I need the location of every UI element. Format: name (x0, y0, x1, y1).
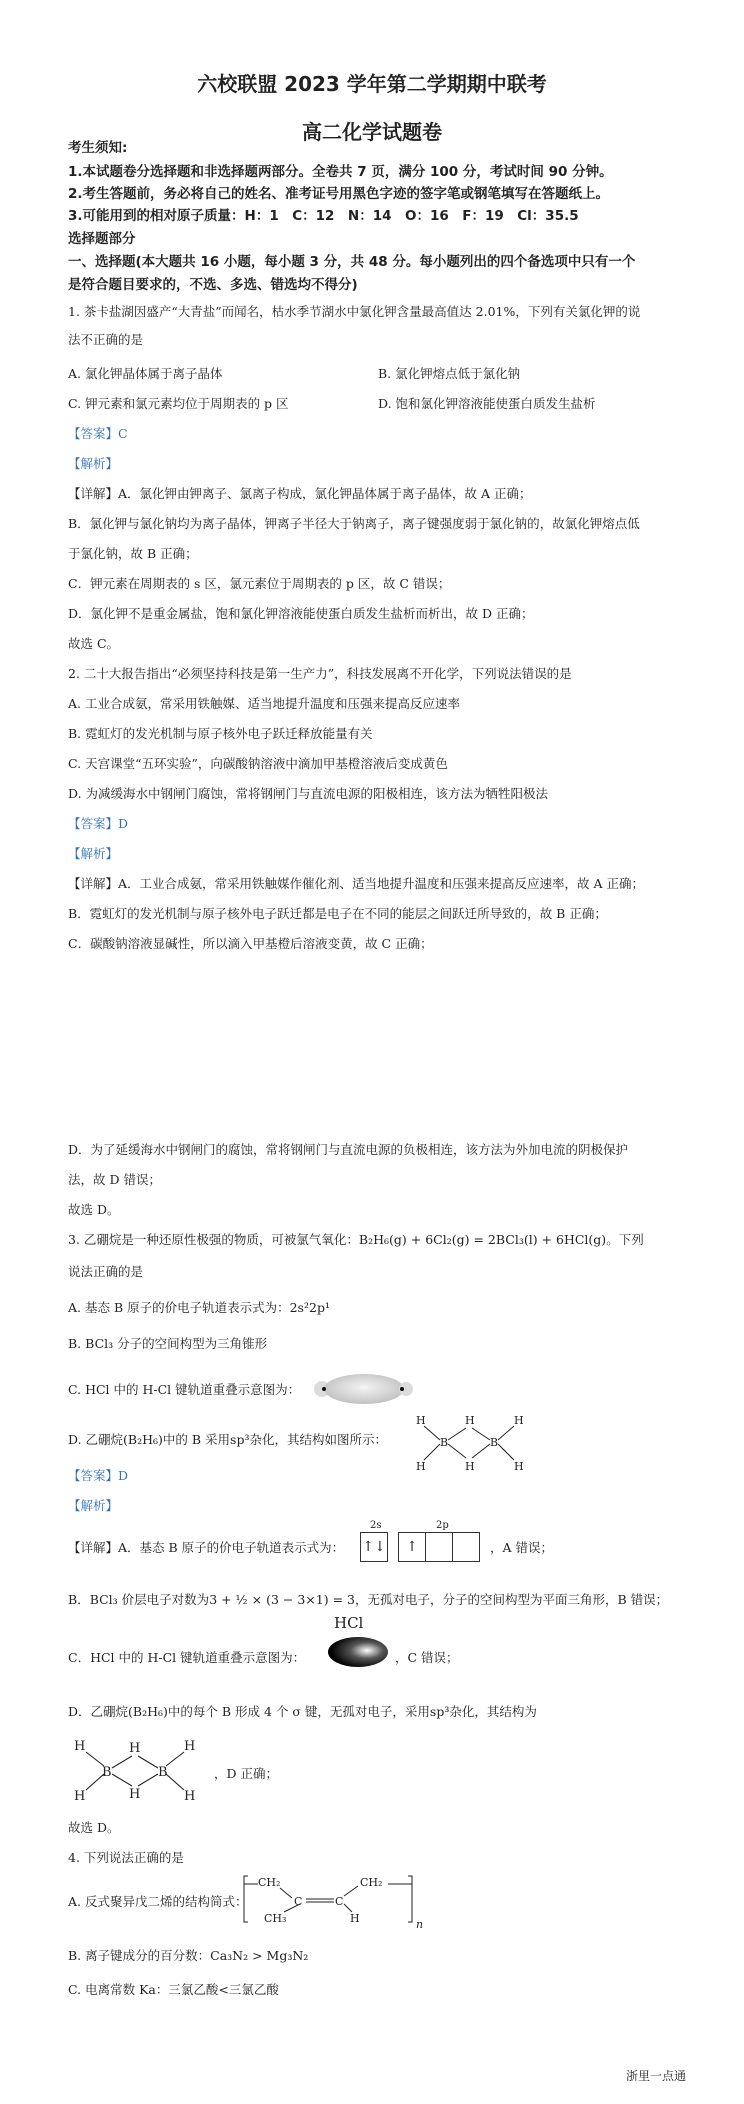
q2-answer: 【答案】D (68, 816, 129, 831)
q3-detail-b-mid: 价层电子对数为 (121, 1592, 210, 1607)
mol-h4: H (465, 1460, 475, 1473)
orbital-2p-box-1: ↑ (398, 1532, 426, 1562)
q1-detail-5: D．氯化钾不是重金属盐，饱和氯化钾溶液能使蛋白质发生盐析而析出，故 D 正确； (68, 606, 534, 621)
q1-analysis-label: 【解析】 (68, 456, 119, 471)
q3-d-mid: 中的 B 采用 (162, 1432, 231, 1447)
hcl-label: HCl (334, 1614, 364, 1632)
hcl-electron-cloud (328, 1637, 388, 1667)
q1-detail-2: B．氯化钾与氯化钠均为离子晶体，钾离子半径大于钠离子，离子键强度弱于氯化钠的，故氯化钾熔点低 (68, 516, 640, 531)
poly-c2: C (335, 1895, 344, 1908)
q3-stem-post: 。下列 (606, 1232, 644, 1247)
q4-c-post: ：三氯乙酸<三氯乙酸 (155, 1982, 279, 1997)
notice-item-1: 1.本试题卷分选择题和非选择题两部分。全卷共 7 页，满分 100 分，考试时间 90 分钟。 (68, 164, 613, 180)
q3-detail-d-post: 杂化，其结构为 (449, 1704, 537, 1719)
q3-stem-pre: 3. 乙硼烷是一种还原性极强的物质，可被氯气氧化： (68, 1232, 359, 1247)
mol-h3: H (465, 1414, 475, 1427)
q1-option-b: B. 氯化钾熔点低于氯化钠 (378, 366, 521, 381)
q3-stem-line1 (68, 1232, 644, 1248)
mol-b1: B (440, 1436, 449, 1449)
q3-option-d (68, 1432, 387, 1448)
q4-option-a: A. 反式聚异戊二烯的结构简式： (68, 1894, 248, 1909)
hcl-overlap-diagram-2 (325, 1634, 391, 1670)
q2-detail-3: C．碳酸钠溶液显碱性，所以滴入甲基橙后溶液变黄，故 C 正确； (68, 936, 433, 951)
q3-detail-b (68, 1592, 668, 1608)
q1-stem-line2: 法不正确的是 (68, 332, 144, 347)
orbital-2s-label: 2s (370, 1520, 382, 1531)
notice-item-2: 2.考生答题前，务必将自己的姓名、准考证号用黑色字迹的签字笔或钢笔填写在答题纸上。 (68, 186, 610, 202)
q2-conclusion: 故选 D。 (68, 1202, 120, 1217)
q1-option-a: A. 氯化钾晶体属于离子晶体 (68, 366, 223, 381)
q3-conclusion: 故选 D。 (68, 1820, 120, 1835)
q3-detail-a (68, 1540, 344, 1556)
q3-answer: 【答案】D (68, 1468, 129, 1483)
q3-detail-d-text: D．乙硼烷 (68, 1704, 129, 1719)
mol-b2: B (490, 1436, 499, 1449)
q3-detail-d-end: ，D 正确； (214, 1766, 278, 1781)
mol2-h6: H (184, 1789, 196, 1802)
orbital-2s-box: ↑↓ (360, 1532, 388, 1562)
section-heading: 选择题部分 (68, 231, 136, 247)
poly-h: H (350, 1912, 360, 1925)
orbital-2p-label: 2p (436, 1520, 449, 1531)
q3-d-formula: (B₂H₆) (123, 1432, 163, 1447)
q3-d-sp3: sp³ (230, 1432, 250, 1447)
mol2-h1: H (74, 1739, 86, 1754)
q3-option-b (68, 1336, 267, 1352)
q1-detail-4: C．钾元素在周期表的 s 区，氯元素位于周期表的 p 区，故 C 错误； (68, 576, 451, 591)
q3-stem-line2: 说法正确的是 (68, 1264, 144, 1279)
q3-detail-a-text: 【详解】A．基态 B 原子的价电子轨道表示式为： (68, 1540, 345, 1555)
q4-c-text: C. 电离常数 (68, 1982, 136, 1997)
q3-d-post: 杂化，其结构如图所示： (249, 1432, 387, 1447)
orbital-2p-box-3 (452, 1532, 480, 1562)
q4-b-text: B. 离子键成分的百分数： (68, 1948, 211, 1963)
q3-analysis-label: 【解析】 (68, 1498, 119, 1513)
mol2-h4: H (129, 1787, 141, 1802)
notice-item-3: 3.可能用到的相对原子质量：H：1 C：12 N：14 O：16 F：19 Cl：35.5 (68, 208, 579, 224)
q2-detail-2: B．霓虹灯的发光机制与原子核外电子跃迁都是电子在不同的能层之间跃迁所导致的，故 B 正确； (68, 906, 607, 921)
mol-h1: H (416, 1414, 426, 1427)
cl-p-orbital (324, 1374, 404, 1404)
q1-detail-1: 【详解】A．氯化钾由钾离子、氯离子构成，氯化钾晶体属于离子晶体，故 A 正确； (68, 486, 532, 501)
q3-b-formula: BCl₃ (85, 1336, 114, 1351)
q1-option-c: C. 钾元素和氯元素均位于周期表的 p 区 (68, 396, 289, 411)
q3-b-label: B. (68, 1336, 82, 1351)
q2-detail-4-line1: D．为了延缓海水中钢闸门的腐蚀，常将钢闸门与直流电源的负极相连，该方法为外加电流的阴极保护 (68, 1142, 629, 1157)
mol-h5: H (514, 1414, 524, 1427)
q4-c-ka: Ka (139, 1982, 156, 1997)
q2-stem: 2. 二十大报告指出“必须坚持科技是第一生产力”，科技发展离不开化学，下列说法错误的是 (68, 666, 572, 681)
q2-option-a: A. 工业合成氨，常采用铁触媒、适当地提升温度和压强来提高反应速率 (68, 696, 460, 711)
part1-heading-line1: 一、选择题(本大题共 16 小题，每小题 3 分，共 48 分。每小题列出的四个备选项中只有一个 (68, 254, 636, 270)
mol2-b1: B (102, 1765, 112, 1780)
mol2-b2: B (158, 1765, 168, 1780)
q3-detail-d (68, 1704, 537, 1720)
footer-watermark: 浙里一点通 (625, 2069, 686, 2083)
q2-detail-1: 【详解】A．工业合成氨，常采用铁触媒作催化剂、适当地提升温度和压强来提高反应速率，故 A 正确； (68, 876, 645, 891)
q3-detail-c: C．HCl 中的 H-Cl 键轨道重叠示意图为： (68, 1650, 306, 1665)
exam-title: 六校联盟 2023 学年第二学期期中联考 (197, 72, 547, 96)
q3-detail-b-post: ，无孤对电子，分子的空间构型为平面三角形，B 错误； (354, 1592, 669, 1607)
q3-detail-b-expr: 3 + ½ × (3 − 3×1) = 3 (209, 1592, 355, 1607)
diborane-structure-small (410, 1410, 540, 1474)
cl-nucleus (400, 1387, 404, 1391)
q2-analysis-label: 【解析】 (68, 846, 119, 861)
poly-ch2-right: CH₂ (360, 1876, 383, 1889)
q3-d-text: D. 乙硼烷 (68, 1432, 124, 1447)
orbital-2p-box-2 (425, 1532, 453, 1562)
q3-detail-a-end: ，A 错误； (490, 1540, 554, 1555)
polyisoprene-structure (240, 1866, 440, 1932)
h-nucleus (322, 1387, 326, 1391)
q4-stem: 4. 下列说法正确的是 (68, 1850, 184, 1865)
q3-detail-d-formula: (B₂H₆) (128, 1704, 168, 1719)
q3-equation: B₂H₆(g) + 6Cl₂(g) = 2BCl₃(l) + 6HCl(g) (358, 1232, 607, 1247)
q3-option-c: C. HCl 中的 H-Cl 键轨道重叠示意图为： (68, 1382, 301, 1397)
part1-heading-line2: 是符合题目要求的，不选、多选、错选均不得分) (68, 277, 358, 293)
q4-b-formula: Ca₃N₂ > Mg₃N₂ (210, 1948, 309, 1963)
exam-subtitle: 高二化学试题卷 (302, 120, 442, 144)
q1-detail-3: 于氯化钠，故 B 正确； (68, 546, 198, 561)
q1-conclusion: 故选 C。 (68, 636, 120, 651)
notice-heading: 考生须知: (68, 140, 128, 156)
q3-a-text: A. 基态 B 原子的价电子轨道表示式为： (68, 1300, 290, 1315)
q3-detail-c-end: ，C 错误； (395, 1650, 459, 1665)
mol2-h5: H (184, 1739, 196, 1754)
mol-h2: H (416, 1460, 426, 1473)
q2-option-c: C. 天宫课堂“五环实验”，向碳酸钠溶液中滴加甲基橙溶液后变成黄色 (68, 756, 448, 771)
q2-option-b: B. 霓虹灯的发光机制与原子核外电子跃迁释放能量有关 (68, 726, 373, 741)
q3-detail-b-formula: BCl₃ (89, 1592, 118, 1607)
poly-c1: C (294, 1895, 303, 1908)
q3-a-formula: 2s²2p¹ (289, 1300, 330, 1315)
mol2-h2: H (74, 1789, 86, 1802)
diborane-structure (70, 1738, 210, 1802)
poly-ch2-left: CH₂ (258, 1876, 281, 1889)
q4-option-c (68, 1982, 279, 1998)
q2-detail-4-line2: 法，故 D 错误； (68, 1172, 161, 1187)
q3-b-text: 分子的空间构型为三角锥形 (117, 1336, 268, 1351)
q1-answer: 【答案】C (68, 426, 128, 441)
q3-option-a (68, 1300, 330, 1316)
q3-detail-d-sp3: sp³ (429, 1704, 450, 1719)
q3-detail-b-label: B． (68, 1592, 90, 1607)
poly-n: n (416, 1918, 424, 1931)
mol-h6: H (514, 1460, 524, 1473)
mol2-h3: H (129, 1741, 141, 1756)
q2-option-d: D. 为减缓海水中钢闸门腐蚀，常将钢闸门与直流电源的阳极相连，该方法为牺牲阳极法 (68, 786, 549, 801)
q4-option-b (68, 1948, 308, 1964)
q1-stem-line1: 1. 茶卡盐湖因盛产“大青盐”而闻名，枯水季节湖水中氯化钾含量最高值达 2.01%，下列有关氯化钾的说 (68, 304, 641, 319)
q3-detail-d-mid: 中的每个 B 形成 4 个 σ 键，无孤对电子，采用 (167, 1704, 430, 1719)
q1-option-d: D. 饱和氯化钾溶液能使蛋白质发生盐析 (378, 396, 596, 411)
poly-ch3: CH₃ (264, 1912, 287, 1925)
hcl-overlap-diagram (308, 1372, 420, 1406)
